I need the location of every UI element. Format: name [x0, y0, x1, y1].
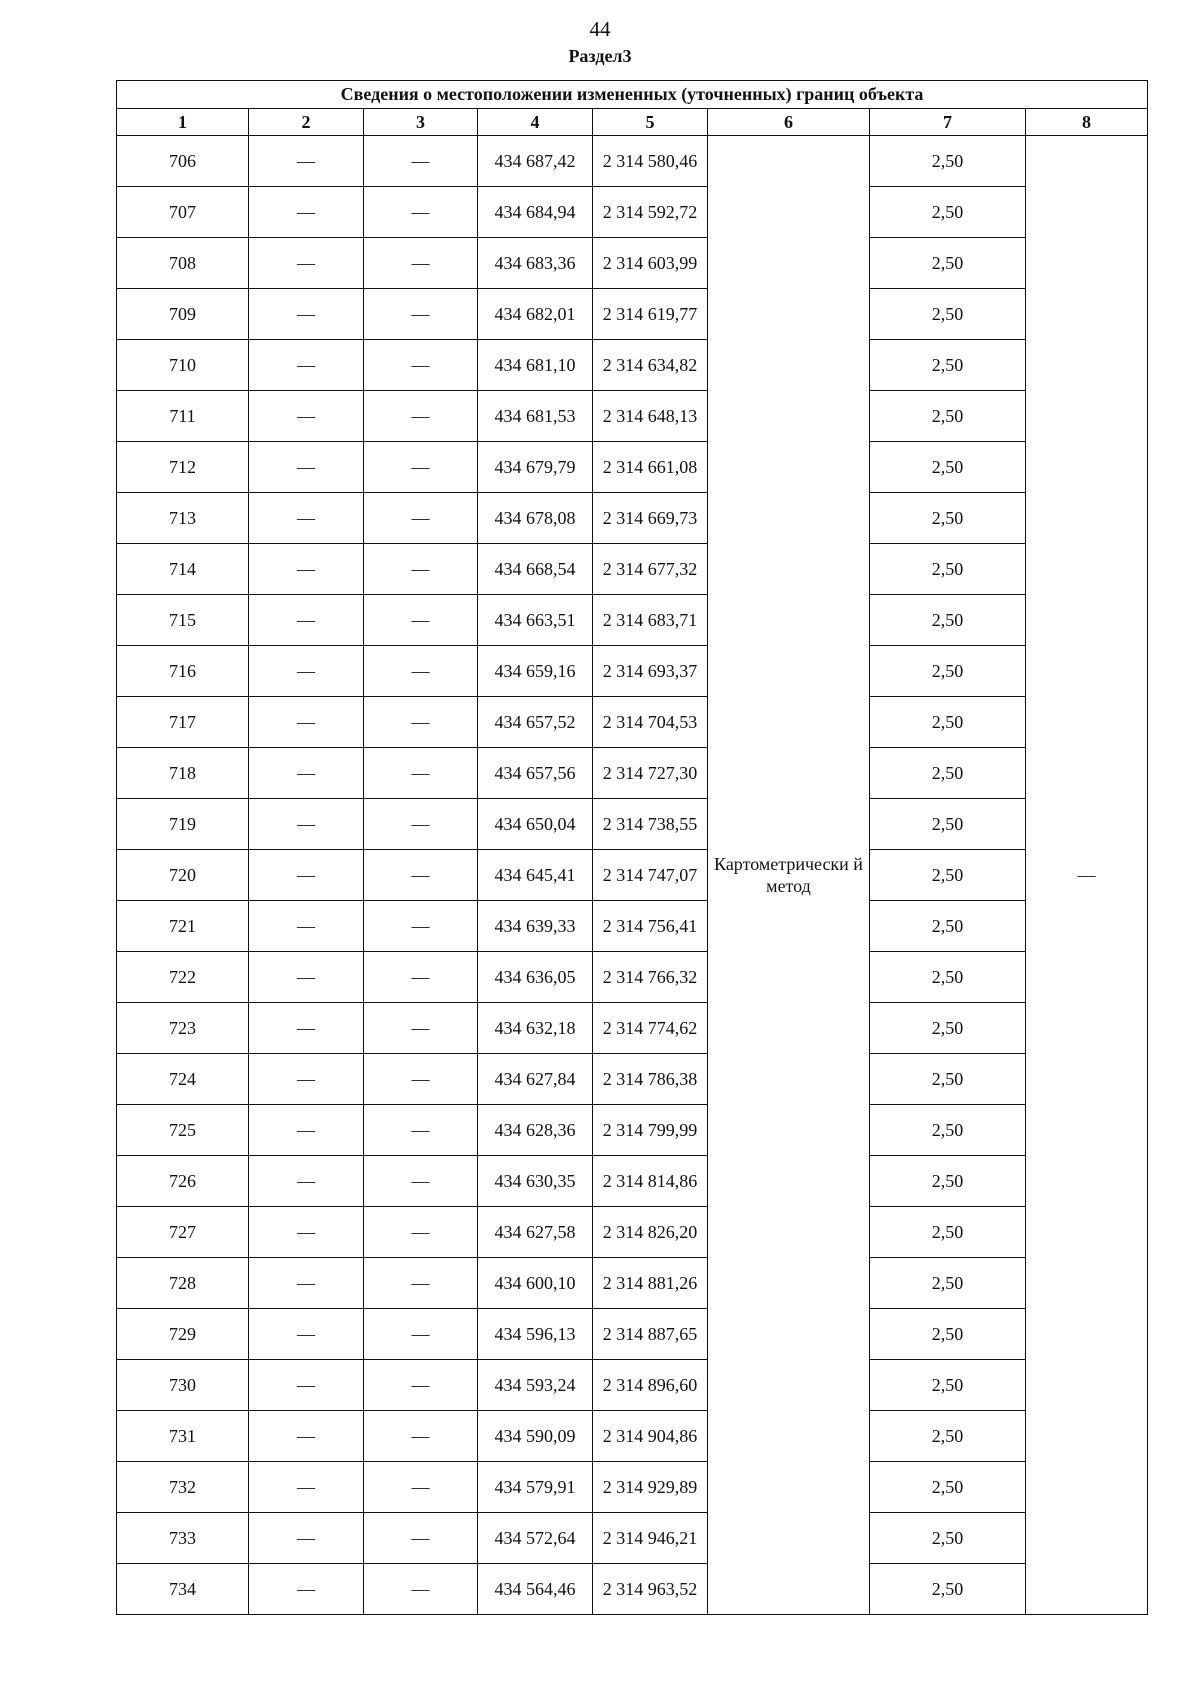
- point-number-cell: 721: [117, 901, 249, 952]
- y-coordinate-cell: 2 314 603,99: [593, 238, 708, 289]
- dash-cell: —: [364, 901, 478, 952]
- accuracy-cell: 2,50: [870, 850, 1026, 901]
- accuracy-cell: 2,50: [870, 289, 1026, 340]
- dash-cell: —: [364, 442, 478, 493]
- point-number-cell: 725: [117, 1105, 249, 1156]
- y-coordinate-cell: 2 314 747,07: [593, 850, 708, 901]
- column-number: 6: [708, 109, 870, 136]
- accuracy-cell: 2,50: [870, 493, 1026, 544]
- dash-cell: —: [364, 1105, 478, 1156]
- dash-cell: —: [249, 544, 364, 595]
- column-number-row: [117, 109, 1148, 136]
- y-coordinate-cell: 2 314 896,60: [593, 1360, 708, 1411]
- dash-cell: —: [364, 544, 478, 595]
- dash-cell: —: [249, 1360, 364, 1411]
- table-row: [117, 901, 1148, 952]
- table-row: [117, 493, 1148, 544]
- accuracy-cell: 2,50: [870, 1105, 1026, 1156]
- dash-cell: —: [364, 1054, 478, 1105]
- y-coordinate-cell: 2 314 592,72: [593, 187, 708, 238]
- page-number: 44: [589, 17, 611, 41]
- dash-cell: —: [249, 1105, 364, 1156]
- boundary-coordinates-table: [116, 80, 1148, 1615]
- x-coordinate-cell: 434 681,53: [478, 391, 593, 442]
- x-coordinate-cell: 434 681,10: [478, 340, 593, 391]
- accuracy-cell: 2,50: [870, 136, 1026, 187]
- dash-cell: —: [249, 697, 364, 748]
- x-coordinate-cell: 434 663,51: [478, 595, 593, 646]
- dash-cell: —: [249, 238, 364, 289]
- y-coordinate-cell: 2 314 881,26: [593, 1258, 708, 1309]
- point-number-cell: 706: [117, 136, 249, 187]
- x-coordinate-cell: 434 682,01: [478, 289, 593, 340]
- table-row: [117, 595, 1148, 646]
- dash-cell: —: [249, 1003, 364, 1054]
- x-coordinate-cell: 434 657,56: [478, 748, 593, 799]
- point-number-cell: 730: [117, 1360, 249, 1411]
- dash-cell: —: [364, 1564, 478, 1615]
- accuracy-cell: 2,50: [870, 595, 1026, 646]
- table-row: [117, 1309, 1148, 1360]
- table-caption: Сведения о местоположении измененных (уточненных) границ объекта: [117, 81, 1148, 109]
- dash-cell: —: [249, 1462, 364, 1513]
- dash-cell: —: [249, 952, 364, 1003]
- dash-cell: —: [364, 595, 478, 646]
- dash-cell: —: [249, 1258, 364, 1309]
- dash-cell: —: [364, 1156, 478, 1207]
- dash-cell: —: [249, 1564, 364, 1615]
- dash-cell: —: [364, 493, 478, 544]
- table-row: [117, 187, 1148, 238]
- y-coordinate-cell: 2 314 904,86: [593, 1411, 708, 1462]
- accuracy-cell: 2,50: [870, 1462, 1026, 1513]
- dash-cell: —: [249, 442, 364, 493]
- x-coordinate-cell: 434 593,24: [478, 1360, 593, 1411]
- accuracy-cell: 2,50: [870, 391, 1026, 442]
- table-row: [117, 1462, 1148, 1513]
- x-coordinate-cell: 434 632,18: [478, 1003, 593, 1054]
- table-row: [117, 1207, 1148, 1258]
- table-row: [117, 1258, 1148, 1309]
- point-number-cell: 731: [117, 1411, 249, 1462]
- table-row: [117, 136, 1148, 187]
- accuracy-cell: 2,50: [870, 1411, 1026, 1462]
- x-coordinate-cell: 434 590,09: [478, 1411, 593, 1462]
- dash-cell: —: [364, 1360, 478, 1411]
- accuracy-cell: 2,50: [870, 901, 1026, 952]
- point-number-cell: 711: [117, 391, 249, 442]
- dash-cell: —: [249, 340, 364, 391]
- point-number-cell: 719: [117, 799, 249, 850]
- dash-cell: —: [364, 238, 478, 289]
- table-row: [117, 391, 1148, 442]
- x-coordinate-cell: 434 639,33: [478, 901, 593, 952]
- table-row: [117, 952, 1148, 1003]
- dash-cell: —: [364, 799, 478, 850]
- accuracy-cell: 2,50: [870, 952, 1026, 1003]
- point-number-cell: 723: [117, 1003, 249, 1054]
- y-coordinate-cell: 2 314 887,65: [593, 1309, 708, 1360]
- accuracy-cell: 2,50: [870, 697, 1026, 748]
- dash-cell: —: [249, 136, 364, 187]
- y-coordinate-cell: 2 314 814,86: [593, 1156, 708, 1207]
- point-number-cell: 726: [117, 1156, 249, 1207]
- column-number: 7: [870, 109, 1026, 136]
- dash-cell: —: [249, 289, 364, 340]
- x-coordinate-cell: 434 579,91: [478, 1462, 593, 1513]
- column-8-cell: —: [1026, 136, 1148, 1615]
- point-number-cell: 722: [117, 952, 249, 1003]
- column-number: 5: [593, 109, 708, 136]
- table-row: [117, 1054, 1148, 1105]
- y-coordinate-cell: 2 314 766,32: [593, 952, 708, 1003]
- point-number-cell: 707: [117, 187, 249, 238]
- dash-cell: —: [364, 1003, 478, 1054]
- dash-cell: —: [249, 187, 364, 238]
- x-coordinate-cell: 434 659,16: [478, 646, 593, 697]
- table-row: [117, 1156, 1148, 1207]
- y-coordinate-cell: 2 314 727,30: [593, 748, 708, 799]
- dash-cell: —: [364, 1462, 478, 1513]
- y-coordinate-cell: 2 314 738,55: [593, 799, 708, 850]
- point-number-cell: 710: [117, 340, 249, 391]
- accuracy-cell: 2,50: [870, 1003, 1026, 1054]
- column-number: 1: [117, 109, 249, 136]
- table-row: [117, 646, 1148, 697]
- y-coordinate-cell: 2 314 704,53: [593, 697, 708, 748]
- dash-cell: —: [249, 1513, 364, 1564]
- dash-cell: —: [249, 850, 364, 901]
- accuracy-cell: 2,50: [870, 1156, 1026, 1207]
- dash-cell: —: [249, 646, 364, 697]
- dash-cell: —: [249, 1156, 364, 1207]
- table-row: [117, 1360, 1148, 1411]
- dash-cell: —: [364, 1513, 478, 1564]
- table-row: [117, 850, 1148, 901]
- point-number-cell: 724: [117, 1054, 249, 1105]
- point-number-cell: 718: [117, 748, 249, 799]
- section-title: Раздел3: [568, 46, 632, 66]
- dash-cell: —: [364, 391, 478, 442]
- x-coordinate-cell: 434 600,10: [478, 1258, 593, 1309]
- y-coordinate-cell: 2 314 580,46: [593, 136, 708, 187]
- point-number-cell: 712: [117, 442, 249, 493]
- x-coordinate-cell: 434 628,36: [478, 1105, 593, 1156]
- dash-cell: —: [364, 1309, 478, 1360]
- dash-cell: —: [364, 1411, 478, 1462]
- table-row: [117, 1564, 1148, 1615]
- x-coordinate-cell: 434 684,94: [478, 187, 593, 238]
- dash-cell: —: [249, 1207, 364, 1258]
- y-coordinate-cell: 2 314 661,08: [593, 442, 708, 493]
- accuracy-cell: 2,50: [870, 1309, 1026, 1360]
- x-coordinate-cell: 434 668,54: [478, 544, 593, 595]
- point-number-cell: 729: [117, 1309, 249, 1360]
- column-number: 4: [478, 109, 593, 136]
- x-coordinate-cell: 434 627,58: [478, 1207, 593, 1258]
- dash-cell: —: [364, 850, 478, 901]
- y-coordinate-cell: 2 314 677,32: [593, 544, 708, 595]
- point-number-cell: 709: [117, 289, 249, 340]
- point-number-cell: 708: [117, 238, 249, 289]
- point-number-cell: 728: [117, 1258, 249, 1309]
- y-coordinate-cell: 2 314 669,73: [593, 493, 708, 544]
- table-row: [117, 289, 1148, 340]
- table-row: [117, 1003, 1148, 1054]
- dash-cell: —: [249, 799, 364, 850]
- dash-cell: —: [364, 1258, 478, 1309]
- accuracy-cell: 2,50: [870, 1207, 1026, 1258]
- y-coordinate-cell: 2 314 683,71: [593, 595, 708, 646]
- dash-cell: —: [249, 748, 364, 799]
- dash-cell: —: [364, 340, 478, 391]
- table-row: [117, 748, 1148, 799]
- point-number-cell: 734: [117, 1564, 249, 1615]
- dash-cell: —: [364, 187, 478, 238]
- x-coordinate-cell: 434 645,41: [478, 850, 593, 901]
- point-number-cell: 717: [117, 697, 249, 748]
- accuracy-cell: 2,50: [870, 748, 1026, 799]
- accuracy-cell: 2,50: [870, 646, 1026, 697]
- point-number-cell: 727: [117, 1207, 249, 1258]
- dash-cell: —: [249, 1309, 364, 1360]
- dash-cell: —: [364, 697, 478, 748]
- y-coordinate-cell: 2 314 929,89: [593, 1462, 708, 1513]
- dash-cell: —: [249, 1411, 364, 1462]
- x-coordinate-cell: 434 679,79: [478, 442, 593, 493]
- x-coordinate-cell: 434 650,04: [478, 799, 593, 850]
- table-row: [117, 544, 1148, 595]
- y-coordinate-cell: 2 314 756,41: [593, 901, 708, 952]
- accuracy-cell: 2,50: [870, 238, 1026, 289]
- y-coordinate-cell: 2 314 799,99: [593, 1105, 708, 1156]
- dash-cell: —: [249, 595, 364, 646]
- x-coordinate-cell: 434 636,05: [478, 952, 593, 1003]
- point-number-cell: 732: [117, 1462, 249, 1513]
- accuracy-cell: 2,50: [870, 799, 1026, 850]
- table-row: [117, 799, 1148, 850]
- dash-cell: —: [249, 1054, 364, 1105]
- point-number-cell: 714: [117, 544, 249, 595]
- method-cell: Картометрически й метод: [708, 136, 870, 1615]
- table-row: [117, 238, 1148, 289]
- accuracy-cell: 2,50: [870, 1258, 1026, 1309]
- y-coordinate-cell: 2 314 619,77: [593, 289, 708, 340]
- column-number: 8: [1026, 109, 1148, 136]
- point-number-cell: 715: [117, 595, 249, 646]
- table-row: [117, 340, 1148, 391]
- dash-cell: —: [364, 646, 478, 697]
- accuracy-cell: 2,50: [870, 1054, 1026, 1105]
- x-coordinate-cell: 434 687,42: [478, 136, 593, 187]
- table-row: [117, 1513, 1148, 1564]
- accuracy-cell: 2,50: [870, 340, 1026, 391]
- y-coordinate-cell: 2 314 826,20: [593, 1207, 708, 1258]
- accuracy-cell: 2,50: [870, 1513, 1026, 1564]
- accuracy-cell: 2,50: [870, 187, 1026, 238]
- table-row: [117, 1105, 1148, 1156]
- dash-cell: —: [364, 1207, 478, 1258]
- point-number-cell: 733: [117, 1513, 249, 1564]
- table-row: [117, 697, 1148, 748]
- accuracy-cell: 2,50: [870, 1564, 1026, 1615]
- x-coordinate-cell: 434 564,46: [478, 1564, 593, 1615]
- dash-cell: —: [249, 901, 364, 952]
- accuracy-cell: 2,50: [870, 1360, 1026, 1411]
- y-coordinate-cell: 2 314 634,82: [593, 340, 708, 391]
- dash-cell: —: [249, 391, 364, 442]
- point-number-cell: 716: [117, 646, 249, 697]
- dash-cell: —: [249, 493, 364, 544]
- column-number: 3: [364, 109, 478, 136]
- y-coordinate-cell: 2 314 774,62: [593, 1003, 708, 1054]
- x-coordinate-cell: 434 683,36: [478, 238, 593, 289]
- point-number-cell: 713: [117, 493, 249, 544]
- x-coordinate-cell: 434 630,35: [478, 1156, 593, 1207]
- accuracy-cell: 2,50: [870, 442, 1026, 493]
- x-coordinate-cell: 434 572,64: [478, 1513, 593, 1564]
- dash-cell: —: [364, 952, 478, 1003]
- y-coordinate-cell: 2 314 648,13: [593, 391, 708, 442]
- point-number-cell: 720: [117, 850, 249, 901]
- x-coordinate-cell: 434 596,13: [478, 1309, 593, 1360]
- dash-cell: —: [364, 289, 478, 340]
- table-row: [117, 1411, 1148, 1462]
- x-coordinate-cell: 434 678,08: [478, 493, 593, 544]
- x-coordinate-cell: 434 657,52: [478, 697, 593, 748]
- dash-cell: —: [364, 136, 478, 187]
- y-coordinate-cell: 2 314 963,52: [593, 1564, 708, 1615]
- table-row: [117, 442, 1148, 493]
- column-number: 2: [249, 109, 364, 136]
- y-coordinate-cell: 2 314 786,38: [593, 1054, 708, 1105]
- dash-cell: —: [364, 748, 478, 799]
- y-coordinate-cell: 2 314 946,21: [593, 1513, 708, 1564]
- accuracy-cell: 2,50: [870, 544, 1026, 595]
- x-coordinate-cell: 434 627,84: [478, 1054, 593, 1105]
- y-coordinate-cell: 2 314 693,37: [593, 646, 708, 697]
